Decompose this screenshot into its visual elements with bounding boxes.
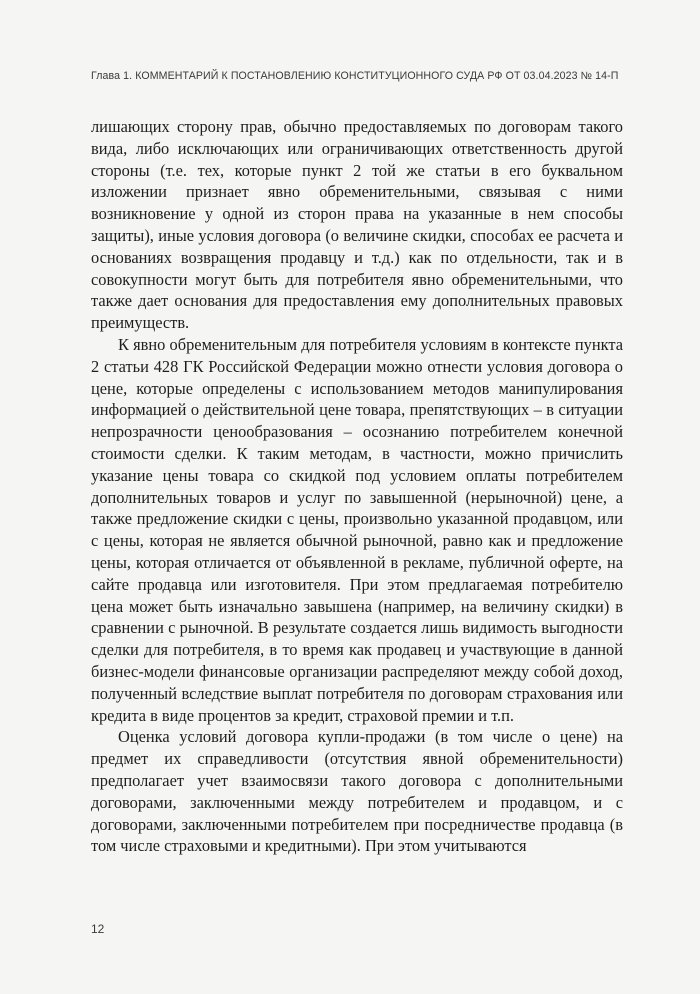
body-text [91, 116, 623, 857]
paragraph-contract-assessment: Оценка условий договора купли-продажи (в том числе о цене) на предмет их справедливости (отсутствия явной обременительности) предполагает учет взаимосвязи такого договора с дополнительными договорами, заключенными между потребителем и продавцом, и с договорами, заключенными потребителем при посредничестве продавца (в том числе страховыми и кредитными). При этом учитываются [91, 727, 623, 856]
running-header: Глава 1. КОММЕНТАРИЙ К ПОСТАНОВЛЕНИЮ КОНСТИТУЦИОННОГО СУДА РФ ОТ 03.04.2023 № 14-П [91, 70, 619, 82]
page-number: 12 [91, 922, 105, 936]
paragraph-onerous-terms: К явно обременительным для потребителя условиям в контексте пункта 2 статьи 428 ГК Российской Федерации можно отнести условия договора о цене, которые определены с использованием методов манипулирования информацией о действительной цене товара, препятствующих – в ситуации непрозрачности ценообразования – осознанию потребителем конечной стоимости сделки. К таким методам, в частности, можно причислить указание цены товара со скидкой под условием оплаты потребителем дополнительных товаров и услуг по завышенной (нерыночной) цене, а также предложение скидки с цены, произвольно указанной продавцом, или с цены, которая не является обычной рыночной, равно как и предложение цены, которая отличается от объявленной в рекламе, публичной оферте, на сайте продавца или изготовителя. При этом предлагаемая потребителю цена может быть изначально завышена (например, на величину скидки) в сравнении с рыночной. В результате создается лишь видимость выгодности сделки для потребителя, в то время как продавец и участвующие в данной бизнес-модели финансовые организации распределяют между собой доход, полученный вследствие выплат потребителя по договорам страхования или кредита в виде процентов за кредит, страховой премии и т.п. [91, 334, 623, 725]
paragraph-continued: лишающих сторону прав, обычно предоставляемых по договорам такого вида, либо исключающих или ограничивающих ответственность другой стороны (т.е. тех, которые пункт 2 той же статьи в его буквальном изложении признает явно обременительными, связывая с ними возникновение у одной из сторон права на указанные в нем способы защиты), иные условия договора (о величине скидки, способах ее расчета и основаниях возвращения продавцу и т.д.) как по отдельности, так и в совокупности могут быть для потребителя явно обременительными, что также дает основания для предоставления ему дополнительных правовых преимуществ. [91, 117, 623, 333]
